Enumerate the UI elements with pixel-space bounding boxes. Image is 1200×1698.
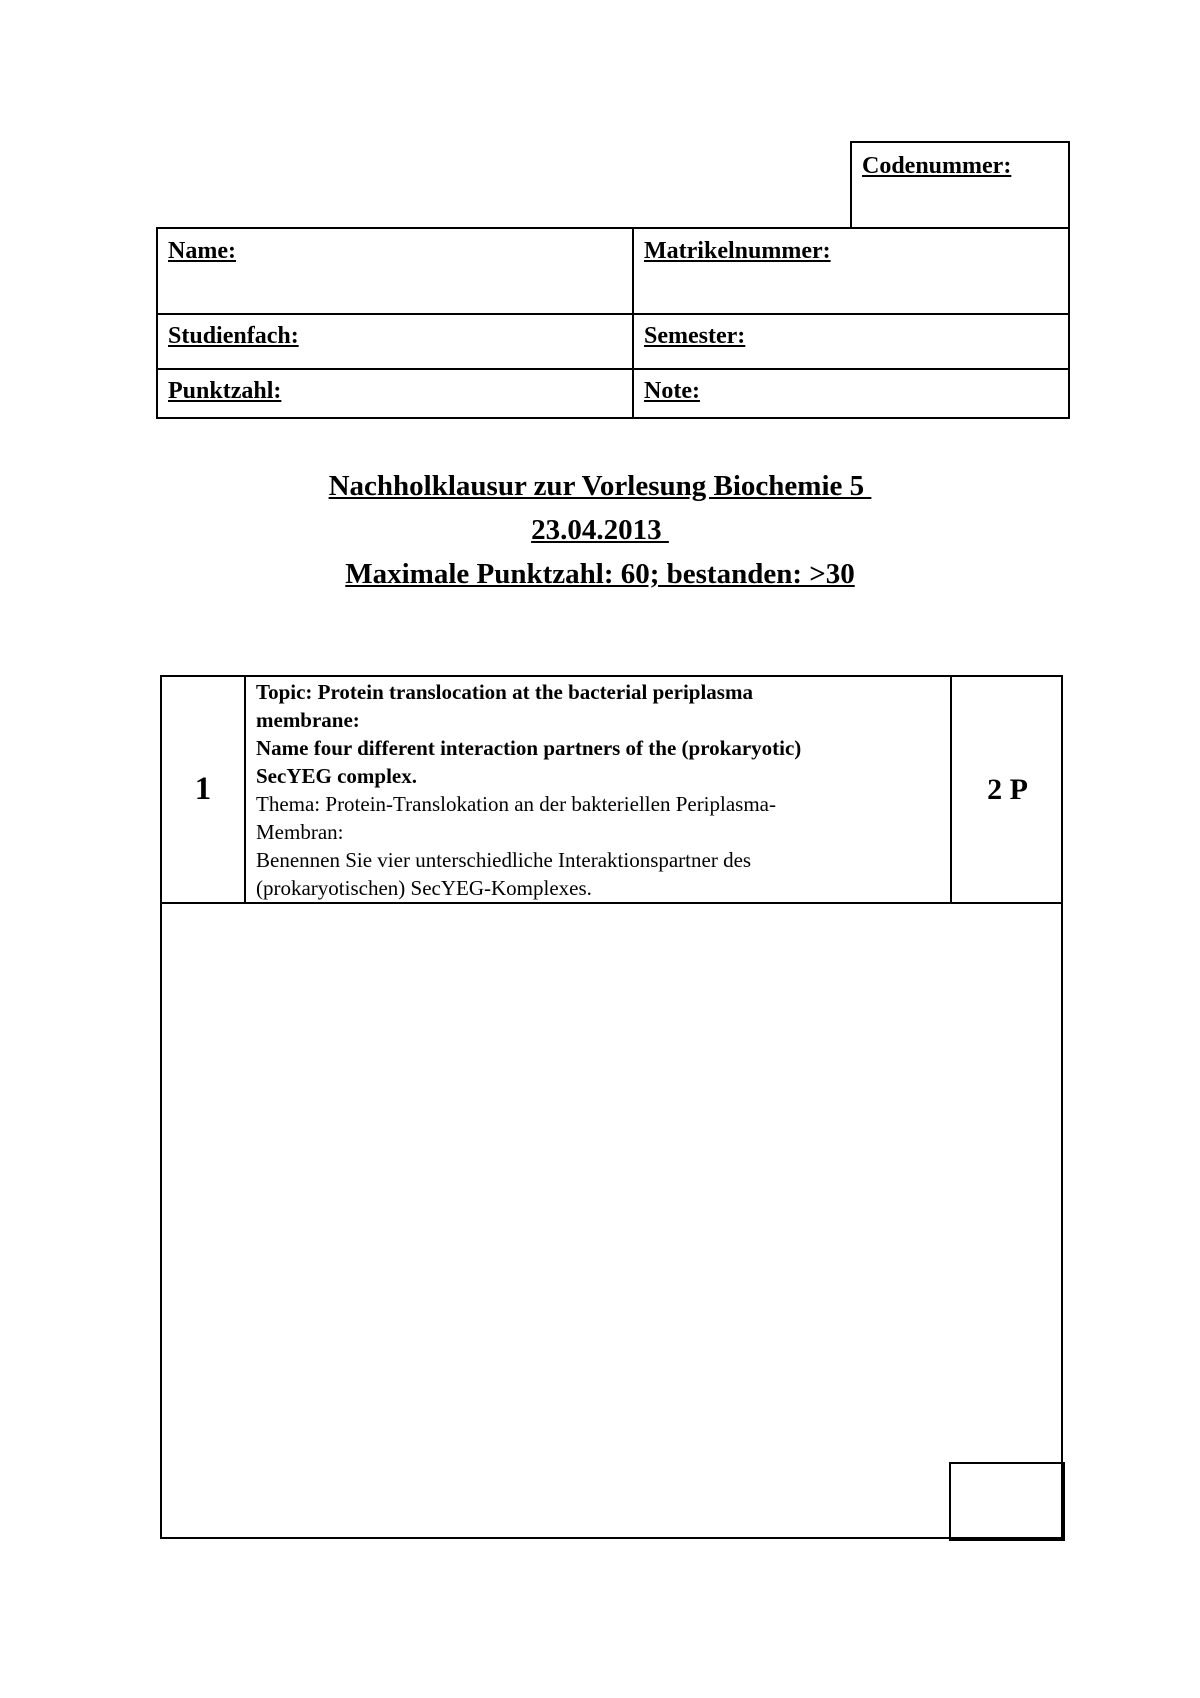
question-en-line-3: Name four different interaction partners of the (prokaryotic) bbox=[256, 736, 802, 760]
matrikelnummer-label: Matrikelnummer: bbox=[644, 238, 831, 264]
matrikelnummer-field[interactable] bbox=[634, 229, 1070, 313]
question-de-line-3: Benennen Sie vier unterschiedliche Interaktionspartner des bbox=[256, 848, 752, 872]
question-de-line-1: Thema: Protein-Translokation an der bakteriellen Periplasma- bbox=[256, 792, 776, 816]
question-en-line-2: membrane: bbox=[256, 708, 360, 732]
question-de-line-2: Membran: bbox=[256, 820, 344, 844]
semester-label: Semester: bbox=[644, 323, 746, 349]
note-field[interactable] bbox=[634, 370, 1070, 419]
score-box[interactable] bbox=[949, 1462, 1065, 1541]
codenummer-field[interactable] bbox=[850, 141, 1070, 229]
question-prompt bbox=[256, 678, 946, 902]
answer-area[interactable] bbox=[162, 904, 1063, 1539]
name-label: Name: bbox=[168, 238, 236, 264]
max-points-line: Maximale Punktzahl: 60; bestanden: >30 bbox=[345, 558, 855, 590]
question-points: 2 P bbox=[987, 773, 1028, 806]
exam-title-line-1: Nachholklausur zur Vorlesung Biochemie 5 bbox=[328, 470, 872, 502]
question-number: 1 bbox=[194, 771, 212, 807]
question-table bbox=[160, 675, 1063, 1539]
studienfach-field[interactable] bbox=[158, 315, 632, 368]
note-label: Note: bbox=[644, 378, 700, 404]
exam-title bbox=[0, 464, 1200, 596]
question-en-line-1: Topic: Protein translocation at the bacterial periplasma bbox=[256, 680, 753, 704]
student-info-table bbox=[156, 227, 1070, 419]
studienfach-label: Studienfach: bbox=[168, 323, 299, 349]
name-field[interactable] bbox=[158, 229, 632, 313]
question-en-line-4: SecYEG complex. bbox=[256, 764, 417, 788]
punktzahl-field[interactable] bbox=[158, 370, 632, 419]
codenummer-label: Codenummer: bbox=[862, 153, 1012, 179]
punktzahl-label: Punktzahl: bbox=[168, 378, 282, 404]
question-de-line-4: (prokaryotischen) SecYEG-Komplexes. bbox=[256, 876, 592, 900]
question-number-divider bbox=[244, 677, 246, 902]
exam-date: 23.04.2013 bbox=[531, 514, 669, 546]
semester-field[interactable] bbox=[634, 315, 1070, 368]
